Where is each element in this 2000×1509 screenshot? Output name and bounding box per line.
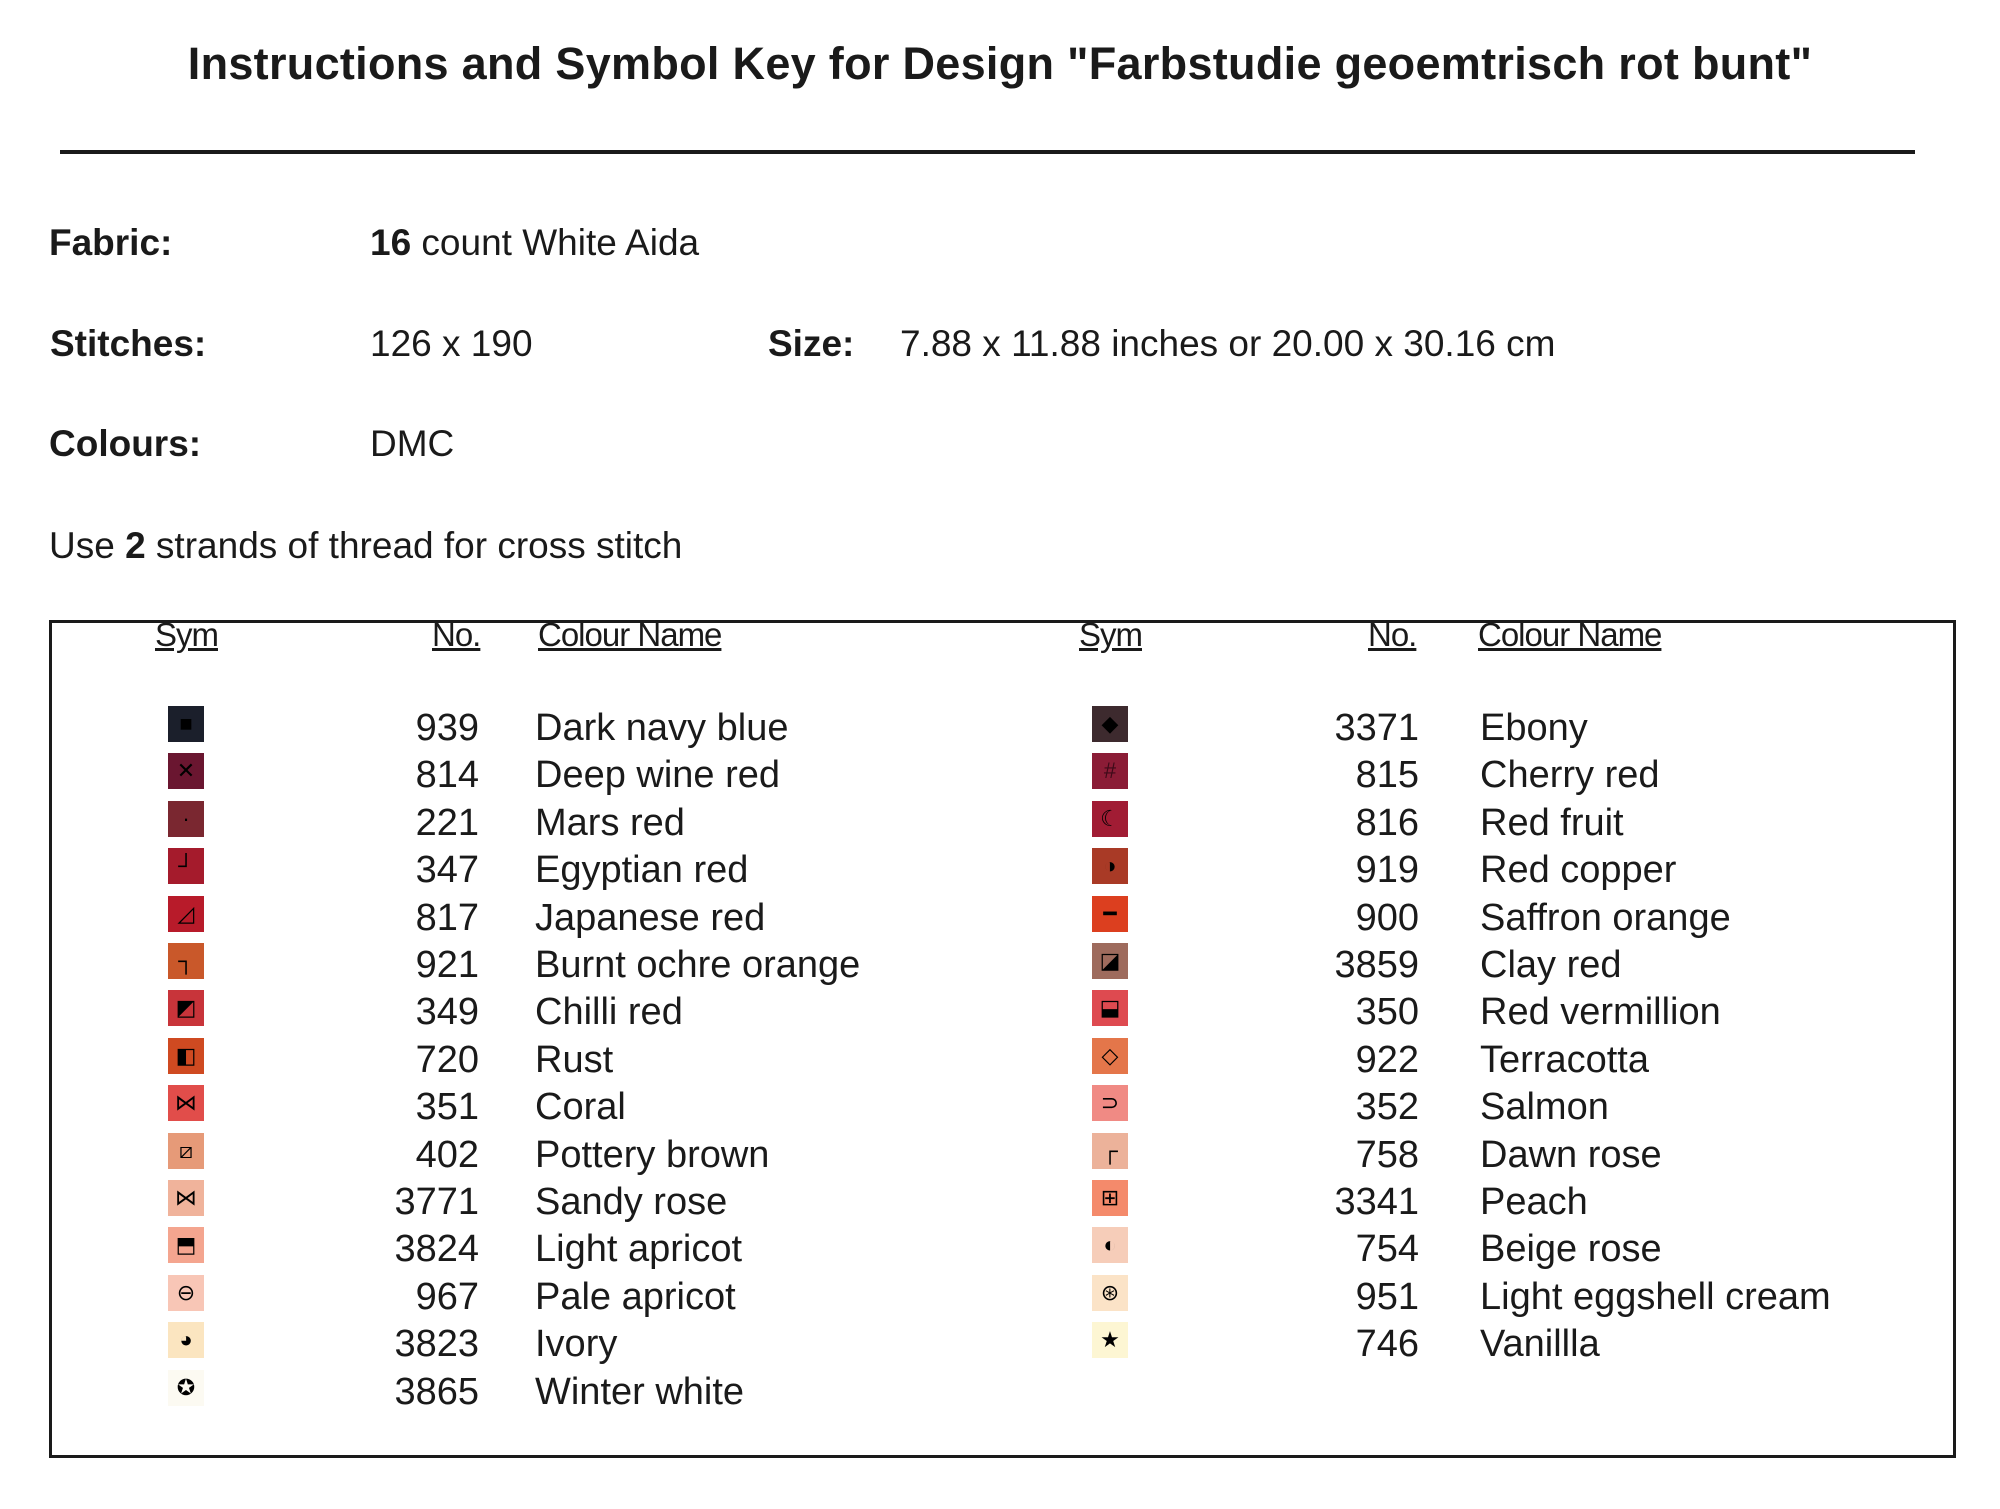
size-label: Size: — [768, 323, 855, 364]
header-name-left: Colour Name — [538, 616, 722, 653]
colour-swatch-icon: · — [168, 801, 204, 837]
colour-swatch-icon: ┌ — [1092, 1133, 1128, 1169]
colour-name: Chilli red — [535, 991, 683, 1034]
colour-number: 919 — [1355, 849, 1419, 892]
colour-number: 816 — [1355, 801, 1419, 844]
colour-name: Ebony — [1480, 707, 1588, 749]
colour-number: 402 — [415, 1133, 479, 1176]
stitches-label: Stitches: — [50, 323, 207, 364]
strands-instruction — [49, 525, 682, 567]
header-name-right: Colour Name — [1478, 616, 1662, 653]
colour-name: Peach — [1480, 1181, 1588, 1223]
colour-number: 921 — [415, 944, 479, 986]
colour-name: Mars red — [535, 801, 685, 844]
colour-number: 221 — [415, 801, 479, 844]
stitches-line — [50, 323, 206, 365]
colour-name: Salmon — [1480, 1086, 1609, 1129]
fabric-type: count White Aida — [411, 222, 700, 263]
colour-swatch-icon: ⊃ — [1092, 1085, 1128, 1121]
colour-swatch-icon: ⬒ — [168, 1227, 204, 1263]
colour-swatch-icon: ┐ — [168, 943, 204, 979]
colour-name: Rust — [535, 1038, 614, 1081]
strands-count: 2 — [125, 525, 146, 566]
colour-name: Deep wine red — [535, 754, 781, 797]
colour-name: Winter white — [535, 1370, 745, 1413]
colour-swatch-icon: ◕ — [168, 1322, 204, 1358]
colour-number: 347 — [415, 849, 479, 892]
page-title: Instructions and Symbol Key for Design "Farbstudie geoemtrisch rot bunt" — [187, 38, 1813, 89]
colour-swatch-icon: ◩ — [168, 990, 204, 1026]
colour-swatch-icon: ◐ — [1092, 1227, 1128, 1263]
colour-name: Vanillla — [1480, 1323, 1600, 1366]
colour-swatch-icon: ◪ — [1092, 943, 1128, 979]
fabric-value — [370, 222, 699, 264]
colour-swatch-icon: ⬓ — [1092, 990, 1128, 1026]
colour-number: 3824 — [394, 1228, 479, 1271]
title-divider — [60, 150, 1915, 154]
stitches-value: 126 x 190 — [370, 323, 533, 364]
fabric-count: 16 — [370, 222, 412, 263]
colour-number: 351 — [415, 1086, 479, 1129]
colour-name: Light eggshell cream — [1480, 1275, 1831, 1318]
colour-number: 3859 — [1334, 944, 1419, 986]
colour-number: 758 — [1355, 1133, 1419, 1176]
colour-name: Light apricot — [535, 1228, 743, 1271]
colour-name: Sandy rose — [535, 1181, 728, 1223]
header-no-left: No. — [432, 616, 481, 653]
colour-number: 817 — [415, 896, 479, 939]
colour-name: Cherry red — [1480, 754, 1660, 797]
colour-number: 3823 — [394, 1323, 479, 1366]
header-sym-right: Sym — [1079, 616, 1142, 653]
colour-swatch-icon: ⊖ — [168, 1275, 204, 1311]
colours-line — [49, 423, 201, 465]
colour-swatch-icon: ◧ — [168, 1038, 204, 1074]
colour-swatch-icon: ◇ — [1092, 1038, 1128, 1074]
colour-name: Beige rose — [1480, 1228, 1662, 1271]
size-value: 7.88 x 11.88 inches or 20.00 x 30.16 cm — [900, 323, 1556, 364]
colour-number: 815 — [1355, 754, 1419, 797]
colour-number: 3771 — [394, 1181, 479, 1223]
colour-number: 814 — [415, 754, 479, 797]
colour-name: Pale apricot — [535, 1275, 736, 1318]
fabric-line — [49, 222, 172, 264]
colour-name: Terracotta — [1480, 1038, 1649, 1081]
colour-name: Saffron orange — [1480, 896, 1731, 939]
colour-swatch-icon: ✪ — [168, 1370, 204, 1406]
colour-swatch-icon: ◑ — [1092, 848, 1128, 884]
header-sym-left: Sym — [155, 616, 218, 653]
colour-number: 720 — [415, 1038, 479, 1081]
strands-post: strands of thread for cross stitch — [145, 525, 683, 566]
colour-swatch-icon: ⋈ — [168, 1085, 204, 1121]
colour-swatch-icon: ◿ — [168, 896, 204, 932]
colour-swatch-icon: ┘ — [168, 848, 204, 884]
fabric-label: Fabric: — [49, 222, 173, 263]
colour-name: Japanese red — [535, 896, 766, 939]
colour-name: Red copper — [1480, 849, 1677, 892]
colour-number: 3865 — [394, 1370, 479, 1413]
colour-swatch-icon: ⊛ — [1092, 1275, 1128, 1311]
colour-swatch-icon: ⋈ — [168, 1180, 204, 1216]
colour-number: 352 — [1355, 1086, 1419, 1129]
colour-number: 922 — [1355, 1038, 1419, 1081]
colour-name: Coral — [535, 1086, 626, 1129]
colour-name: Red vermillion — [1480, 991, 1721, 1034]
colours-label: Colours: — [49, 423, 202, 464]
colour-name: Egyptian red — [535, 849, 749, 892]
colour-swatch-icon: ★ — [1092, 1322, 1128, 1358]
colour-swatch-icon: ━ — [1092, 896, 1128, 932]
colour-swatch-icon: ⊞ — [1092, 1180, 1128, 1216]
header-no-right: No. — [1368, 616, 1417, 653]
strands-pre: Use — [49, 525, 126, 566]
colour-name: Red fruit — [1480, 801, 1624, 844]
colour-swatch-icon: ■ — [168, 706, 204, 742]
colours-value: DMC — [370, 423, 455, 464]
colour-number: 3341 — [1334, 1181, 1419, 1223]
colour-number: 951 — [1355, 1275, 1419, 1318]
colour-number: 967 — [415, 1275, 479, 1318]
colour-name: Dark navy blue — [535, 707, 789, 749]
colour-number: 3371 — [1334, 707, 1419, 749]
colour-swatch-icon: # — [1092, 753, 1128, 789]
colour-name: Clay red — [1480, 944, 1622, 986]
colour-name: Burnt ochre orange — [535, 944, 861, 986]
colour-number: 746 — [1355, 1323, 1419, 1366]
colour-number: 939 — [415, 707, 479, 749]
colour-swatch-icon: ☾ — [1092, 801, 1128, 837]
size-line — [768, 323, 854, 365]
colour-name: Pottery brown — [535, 1133, 770, 1176]
colour-number: 350 — [1355, 991, 1419, 1034]
colour-swatch-icon: ⧄ — [168, 1133, 204, 1169]
colour-number: 349 — [415, 991, 479, 1034]
colour-name: Ivory — [535, 1323, 618, 1366]
colour-name: Dawn rose — [1480, 1133, 1662, 1176]
colour-swatch-icon: ✕ — [168, 753, 204, 789]
colour-number: 754 — [1355, 1228, 1419, 1271]
colour-swatch-icon: ◆ — [1092, 706, 1128, 742]
colour-number: 900 — [1355, 896, 1419, 939]
